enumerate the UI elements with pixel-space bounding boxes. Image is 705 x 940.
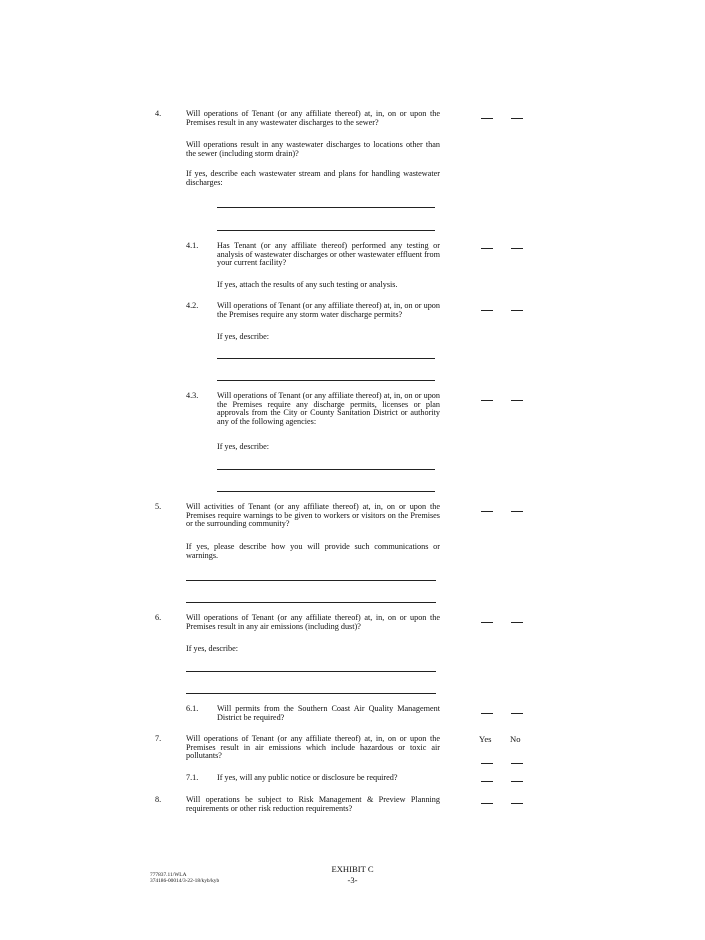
question-subtext: If yes, describe: [186,644,239,653]
question-text: Will operations be subject to Risk Management & Preview Planning requirements or other risk reduction requirements? [186,795,440,813]
answer-line[interactable] [217,358,435,359]
page-number: -3- [347,875,358,885]
question-subtext: If yes, describe: [217,442,270,451]
no-answer-blank[interactable] [511,118,523,119]
item-number: 4.3. [186,391,199,400]
item-number: 4.2. [186,301,199,310]
item-number: 8. [155,795,162,804]
question-subtext: Will operations result in any wastewater discharges to locations other than the sewer (including storm drain)? [186,140,440,158]
no-answer-blank[interactable] [511,781,523,782]
yes-answer-blank[interactable] [481,400,493,401]
yes-answer-blank[interactable] [481,118,493,119]
question-text: Will operations of Tenant (or any affiliate thereof) at, in, on or upon the Premises result in air emissions which include hazardous or toxic air pollutants? [186,734,440,761]
item-number: 7. [155,734,162,743]
no-answer-blank[interactable] [511,622,523,623]
yes-answer-blank[interactable] [481,248,493,249]
question-text: Will operations of Tenant (or any affiliate thereof) at, in, on or upon the Premises require any discharge permits, licenses or plan approvals from the City or County Sanitation District or authority any of the following agencies: [217,391,440,426]
exhibit-label: EXHIBIT C [331,864,374,874]
yes-answer-blank[interactable] [481,310,493,311]
no-answer-blank[interactable] [511,713,523,714]
question-text: Will permits from the Southern Coast Air Quality Management District be required? [217,704,440,722]
item-number: 4.1. [186,241,199,250]
yes-answer-blank[interactable] [481,622,493,623]
question-text: If yes, will any public notice or disclosure be required? [217,773,398,782]
answer-line[interactable] [186,693,436,694]
no-answer-blank[interactable] [511,310,523,311]
yes-answer-blank[interactable] [481,803,493,804]
item-number: 5. [155,502,162,511]
document-reference: 777837.11/WLA [150,872,187,878]
question-text: Will operations of Tenant (or any affiliate thereof) at, in, on or upon the Premises result in any air emissions (including dust)? [186,613,440,631]
no-answer-blank[interactable] [511,511,523,512]
yes-column-header: Yes [479,734,492,744]
question-text: Has Tenant (or any affiliate thereof) performed any testing or analysis of wastewater discharges or other wastewater effluent from your current facility? [217,241,440,268]
question-subtext: If yes, please describe how you will provide such communications or warnings. [186,542,440,560]
no-answer-blank[interactable] [511,248,523,249]
item-number: 6.1. [186,704,199,713]
answer-line[interactable] [186,671,436,672]
yes-answer-blank[interactable] [481,763,493,764]
yes-answer-blank[interactable] [481,713,493,714]
item-number: 4. [155,109,162,118]
yes-answer-blank[interactable] [481,781,493,782]
answer-line[interactable] [217,230,435,231]
item-number: 6. [155,613,162,622]
question-subtext: If yes, describe each wastewater stream and plans for handling wastewater discharges: [186,169,440,187]
answer-line[interactable] [186,602,436,603]
question-text: Will operations of Tenant (or any affiliate thereof) at, in, on or upon the Premises result in any wastewater discharges to the sewer? [186,109,440,127]
item-number: 7.1. [186,773,199,782]
answer-line[interactable] [217,469,435,470]
no-column-header: No [510,734,521,744]
question-text: Will activities of Tenant (or any affiliate thereof) at, in, on or upon the Premises require warnings to be given to workers or visitors on the Premises or the surrounding community? [186,502,440,529]
answer-line[interactable] [217,380,435,381]
document-reference: 374186-00014/3-22-18/kyb/kyb [150,878,220,884]
no-answer-blank[interactable] [511,400,523,401]
no-answer-blank[interactable] [511,763,523,764]
no-answer-blank[interactable] [511,803,523,804]
question-text: Will operations of Tenant (or any affiliate thereof) at, in, on or upon the Premises require any storm water discharge permits? [217,301,440,319]
question-subtext: If yes, describe: [217,332,270,341]
answer-line[interactable] [186,580,436,581]
answer-line[interactable] [217,207,435,208]
yes-answer-blank[interactable] [481,511,493,512]
question-subtext: If yes, attach the results of any such testing or analysis. [217,280,398,289]
answer-line[interactable] [217,491,435,492]
